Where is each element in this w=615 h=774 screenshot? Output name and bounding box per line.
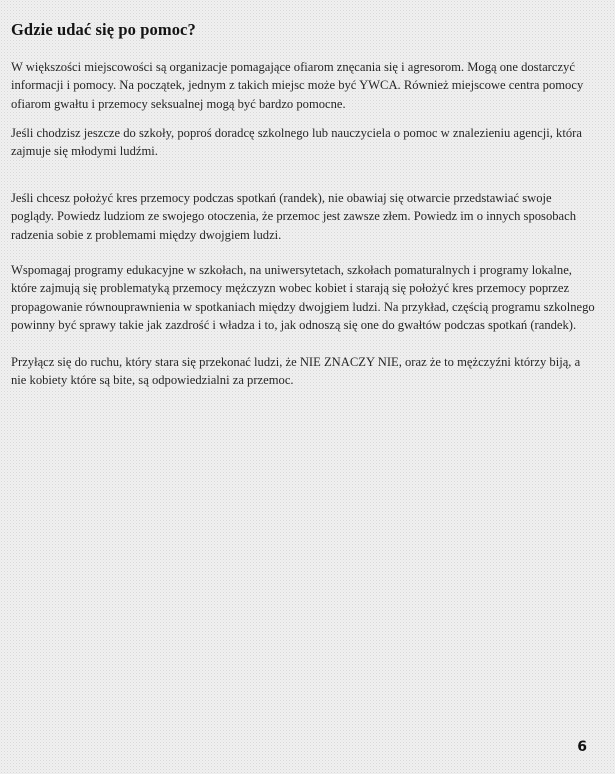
paragraph-speak-up: Jeśli chcesz położyć kres przemocy podczas spotkań (randek), nie obawiaj się otwarcie przedstawiać swoje poglądy. Powiedz ludziom ze swojego otoczenia, że przemoc jest zawsze złem. Powiedz im o innych sposobach radzenia sobie z problemami między dwojgiem ludzi. (11, 191, 577, 242)
paragraph-education-programs: Wspomagaj programy edukacyjne w szkołach, na uniwersytetach, szkołach pomaturalnych i programy lokalne, które zajmują się problematyką przemocy mężczyzn wobec kobiet i starają się położyć kres przemocy poprzez propagowanie równouprawnienia w spotkaniach między dwojgiem ludzi. Na przykład, częścią programu szkolnego powinny być sprawy takie jak zazdrość i władza i to, jak odnoszą się one do gwałtów podczas spotkań (randek). (11, 263, 595, 332)
page-number: 6 (577, 739, 587, 755)
paragraph-organizations: W większości miejscowości są organizacje pomagające ofiarom znęcania się i agresorom. Mogą one dostarczyć informacji i pomocy. Na początek, jednym z takich miejsc może być YWCA. Również miejscowe centra pomocy ofiarom gwałtu i przemocy seksualnej mogą być bardzo pomocne. (11, 60, 584, 111)
page-title: Gdzie udać się po pomoc? (11, 20, 196, 39)
paragraph-join-movement: Przyłącz się do ruchu, który stara się przekonać ludzi, że NIE ZNACZY NIE, oraz że to mężczyźni którzy biją, a nie kobiety które są bite, są odpowiedzialni za przemoc. (11, 355, 581, 388)
paragraph-school: Jeśli chodzisz jeszcze do szkoły, poproś doradcę szkolnego lub nauczyciela o pomoc w znalezieniu agencji, która zajmuje się młodymi ludźmi. (11, 126, 582, 159)
